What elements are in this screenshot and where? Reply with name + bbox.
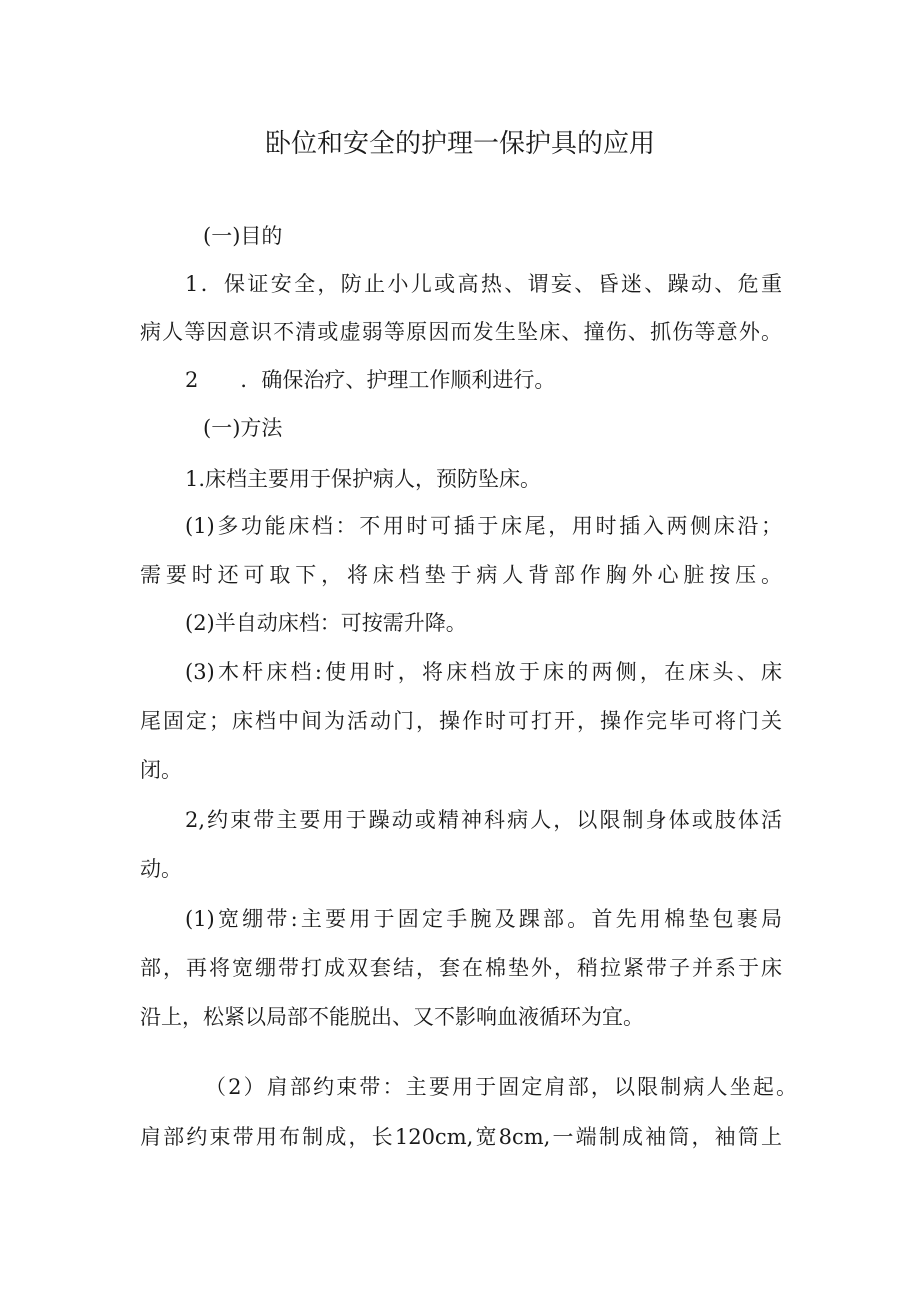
paragraph-line: （2）肩部约束带：主要用于固定肩部，以限制病人坐起。: [205, 1075, 797, 1099]
paragraph-line: 病人等因意识不清或虚弱等原因而发生坠床、撞伤、抓伤等意外。: [140, 320, 782, 344]
section-heading-method: (一)方法: [203, 416, 283, 440]
paragraph-line: 部，再将宽绷带打成双套结，套在棉垫外，稍拉紧带子并系于床: [140, 956, 782, 980]
paragraph-line: 尾固定；床档中间为活动门，操作时可打开，操作完毕可将门关: [140, 709, 782, 733]
section-heading-purpose: (一)目的: [203, 224, 283, 248]
paragraph-line: 沿上，松紧以局部不能脱出、又不影响血液循环为宜。: [140, 1005, 644, 1029]
paragraph-line: 动。: [140, 857, 182, 881]
paragraph-line: (1)宽绷带:主要用于固定手腕及踝部。首先用棉垫包裹局: [185, 907, 782, 931]
paragraph-line: 需要时还可取下，将床档垫于病人背部作胸外心脏按压。: [140, 563, 782, 587]
paragraph-line: 肩部约束带用布制成，长120cm,宽8cm,一端制成袖筒，袖筒上: [140, 1125, 782, 1149]
paragraph-line: (1)多功能床档：不用时可插于床尾，用时插入两侧床沿；: [185, 514, 782, 538]
paragraph-line: 1．保证安全，防止小儿或高热、谓妄、昏迷、躁动、危重: [185, 272, 782, 296]
paragraph-line: 2 ．确保治疗、护理工作顺利进行。: [185, 368, 556, 392]
paragraph-line: (2)半自动床档：可按需升降。: [185, 611, 467, 635]
paragraph-line: 闭。: [140, 758, 182, 782]
document-title: 卧位和安全的护理一保护具的应用: [264, 129, 655, 159]
paragraph-line: 1.床档主要用于保护病人，预防坠床。: [185, 467, 542, 491]
paragraph-line: (3)木杆床档:使用时，将床档放于床的两侧，在床头、床: [185, 660, 782, 684]
paragraph-line: 2,约束带主要用于躁动或精神科病人，以限制身体或肢体活: [185, 808, 782, 832]
